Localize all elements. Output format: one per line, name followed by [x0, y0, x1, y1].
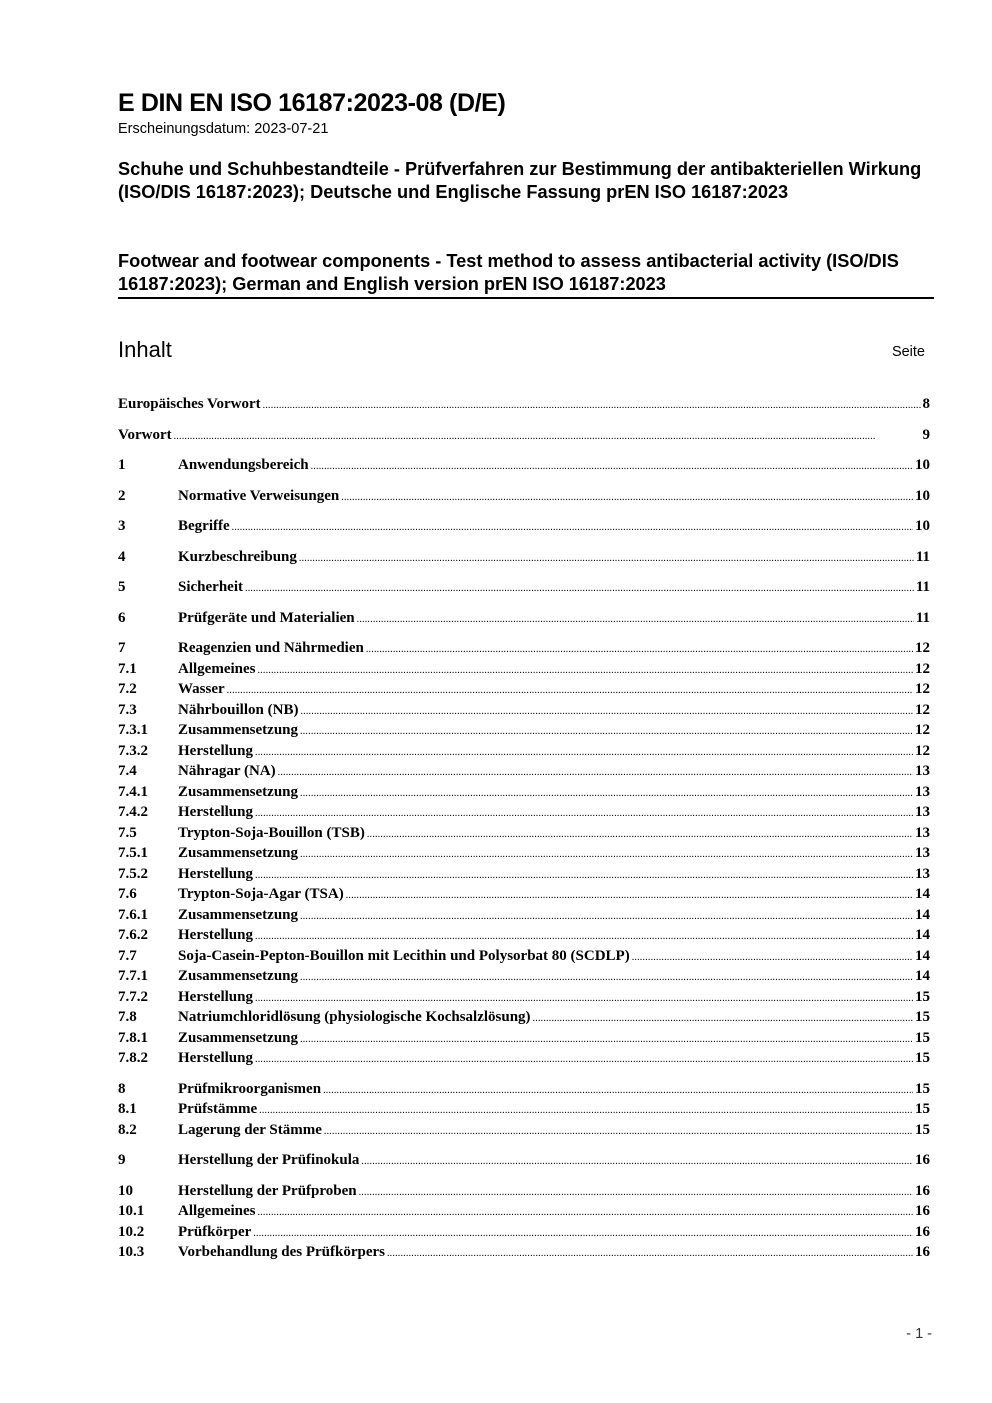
toc-entry-title: Prüfkörper — [178, 1223, 252, 1240]
document-id: E DIN EN ISO 16187:2023-08 (D/E) — [118, 89, 506, 117]
toc-entry-title: Herstellung der Prüfinokula — [178, 1152, 360, 1168]
toc-entry-number: 7.8.2 — [118, 1050, 148, 1066]
toc-entry-title: Zusammensetzung — [178, 968, 299, 984]
toc-entry[interactable] — [118, 1222, 930, 1243]
title-german: Schuhe und Schuhbestandteile - Prüfverfahren zur Bestimmung der antibakteriellen Wirkung (ISO/DIS 16187:2023); Deutsche und Englische Fassung prEN ISO 16187:2023 — [118, 159, 922, 202]
toc-entry-number: 10 — [118, 1182, 133, 1199]
toc-entry-page: 16 — [915, 1152, 930, 1168]
toc-entry-page: 14 — [915, 906, 930, 923]
toc-entry-page: 15 — [915, 1029, 930, 1046]
toc-dot-leader — [300, 905, 913, 928]
toc-entry-page: 13 — [915, 804, 930, 820]
toc-dot-leader — [255, 741, 913, 764]
toc-entry[interactable] — [118, 425, 930, 446]
toc-dot-leader — [278, 761, 913, 784]
toc-entry-title: Herstellung — [178, 988, 253, 1005]
toc-entry-title: Begriffe — [178, 518, 230, 534]
toc-dot-leader — [232, 516, 913, 539]
toc-entry-title: Normative Verweisungen — [178, 487, 340, 504]
toc-entry[interactable] — [118, 638, 930, 659]
toc-entry-number: 6 — [118, 609, 126, 626]
toc-entry-title: Zusammensetzung — [178, 722, 299, 738]
toc-entry[interactable] — [118, 1181, 930, 1202]
toc-entry-title: Nährbouillon (NB) — [178, 701, 299, 718]
toc-dot-leader — [263, 394, 921, 417]
title-divider — [118, 297, 934, 299]
toc-dot-leader — [357, 608, 914, 631]
toc-entry-page: 10 — [915, 457, 930, 473]
toc-entry-number: 3 — [118, 518, 126, 534]
toc-entry-number: 7.6.1 — [118, 906, 148, 923]
toc-entry-page: 8 — [922, 396, 930, 412]
toc-entry-number: 7.7.1 — [118, 968, 148, 984]
toc-dot-leader — [359, 1181, 913, 1204]
toc-dot-leader — [341, 486, 913, 509]
toc-entry-number: 4 — [118, 548, 126, 565]
toc-entry[interactable] — [118, 1079, 930, 1100]
toc-entry-page: 11 — [915, 548, 930, 565]
toc-entry[interactable] — [118, 659, 930, 680]
toc-entry[interactable] — [118, 946, 930, 967]
toc-dot-leader — [300, 720, 913, 743]
toc-dot-leader — [366, 638, 913, 661]
toc-entry-number: 7.8.1 — [118, 1029, 148, 1046]
toc-entry-number: 7.8 — [118, 1009, 137, 1025]
toc-dot-leader — [255, 864, 913, 887]
toc-dot-leader — [387, 1242, 913, 1265]
toc-entry-number: 7.6.2 — [118, 927, 148, 943]
toc-entry-title: Vorwort — [118, 426, 172, 443]
toc-dot-leader — [253, 1222, 913, 1245]
toc-entry-number: 7.3.1 — [118, 722, 148, 738]
toc-dot-leader — [299, 547, 914, 570]
toc-entry-number: 7.2 — [118, 681, 137, 697]
toc-entry[interactable] — [118, 1048, 930, 1069]
toc-entry-number: 7.5 — [118, 824, 137, 841]
toc-entry[interactable] — [118, 516, 930, 537]
toc-entry-title: Nähragar (NA) — [178, 763, 276, 779]
toc-entry-title: Reagenzien und Nährmedien — [178, 640, 364, 656]
toc-dot-leader — [245, 577, 914, 600]
toc-entry-page: 15 — [915, 1080, 930, 1097]
table-of-contents — [118, 394, 930, 1263]
toc-entry-title: Allgemeines — [178, 660, 256, 677]
toc-entry-title: Zusammensetzung — [178, 906, 299, 923]
toc-dot-leader — [361, 1150, 913, 1173]
toc-entry-page: 13 — [915, 865, 930, 882]
toc-dot-leader — [300, 782, 913, 805]
page-number: - 1 - — [906, 1326, 932, 1342]
toc-dot-leader — [257, 1201, 913, 1224]
toc-entry-page: 15 — [915, 1009, 930, 1025]
toc-entry[interactable] — [118, 1242, 930, 1263]
toc-entry[interactable] — [118, 782, 930, 803]
toc-entry[interactable] — [118, 394, 930, 415]
toc-entry-page: 10 — [915, 487, 930, 504]
toc-entry-number: 1 — [118, 457, 126, 473]
toc-entry[interactable] — [118, 577, 930, 598]
toc-entry-number: 10.1 — [118, 1203, 145, 1219]
toc-entry-title: Herstellung — [178, 804, 253, 820]
toc-entry-title: Wasser — [178, 681, 225, 697]
toc-entry-page: 14 — [915, 886, 930, 902]
toc-entry-page: 13 — [915, 763, 930, 779]
toc-dot-leader — [255, 802, 913, 825]
toc-entry-number: 7.4.2 — [118, 804, 148, 820]
toc-entry-title: Herstellung — [178, 1050, 253, 1066]
toc-entry-title: Anwendungsbereich — [178, 457, 309, 473]
toc-entry-title: Prüfmikroorganismen — [178, 1080, 322, 1097]
toc-entry[interactable] — [118, 905, 930, 926]
toc-entry-page: 13 — [915, 824, 930, 841]
toc-entry-number: 9 — [118, 1152, 126, 1168]
toc-entry-number: 8 — [118, 1080, 126, 1097]
toc-entry-page: 16 — [915, 1244, 930, 1260]
toc-entry-title: Vorbehandlung des Prüfkörpers — [178, 1244, 385, 1260]
publication-date: Erscheinungsdatum: 2023-07-21 — [118, 121, 329, 137]
toc-entry-page: 13 — [915, 783, 930, 800]
toc-entry[interactable] — [118, 1028, 930, 1049]
toc-entry[interactable] — [118, 486, 930, 507]
toc-entry-title: Zusammensetzung — [178, 1029, 299, 1046]
toc-entry-page: 12 — [915, 660, 930, 677]
toc-entry-page: 11 — [915, 579, 930, 595]
toc-entry-number: 8.1 — [118, 1101, 137, 1117]
toc-entry-number: 7.3 — [118, 701, 137, 718]
toc-entry-title: Herstellung — [178, 865, 253, 882]
toc-entry-page: 12 — [915, 640, 930, 656]
toc-entry-number: 7 — [118, 640, 126, 656]
toc-entry[interactable] — [118, 1150, 930, 1171]
toc-entry[interactable] — [118, 843, 930, 864]
toc-entry-title: Allgemeines — [178, 1203, 256, 1219]
toc-entry[interactable] — [118, 864, 930, 885]
toc-dot-leader — [257, 659, 913, 682]
toc-dot-leader — [311, 455, 913, 478]
toc-dot-leader — [255, 1048, 913, 1071]
toc-heading: Inhalt — [118, 337, 172, 362]
toc-entry-page: 10 — [915, 518, 930, 534]
toc-entry[interactable] — [118, 547, 930, 568]
toc-entry[interactable] — [118, 679, 930, 700]
toc-entry[interactable] — [118, 925, 930, 946]
toc-dot-leader — [533, 1007, 913, 1030]
toc-entry-title: Lagerung der Stämme — [178, 1121, 322, 1138]
toc-entry-page: 9 — [922, 426, 930, 443]
toc-entry-title: Trypton-Soja-Bouillon (TSB) — [178, 824, 365, 841]
toc-dot-leader — [367, 823, 913, 846]
toc-entry-page: 15 — [915, 1121, 930, 1138]
toc-entry[interactable] — [118, 1007, 930, 1028]
toc-page-label: Seite — [891, 344, 925, 360]
toc-entry-number: 10.2 — [118, 1223, 145, 1240]
toc-entry-number: 7.1 — [118, 660, 137, 677]
toc-entry-number: 7.3.2 — [118, 742, 148, 759]
toc-entry-number: 10.3 — [118, 1244, 145, 1260]
toc-entry[interactable] — [118, 1120, 930, 1141]
toc-dot-leader — [346, 884, 913, 907]
toc-entry-page: 15 — [915, 1050, 930, 1066]
toc-entry[interactable] — [118, 802, 930, 823]
toc-entry[interactable] — [118, 455, 930, 476]
toc-entry-title: Soja-Casein-Pepton-Bouillon mit Lecithin und Polysorbat 80 (SCDLP) — [178, 947, 630, 964]
toc-entry[interactable] — [118, 1099, 930, 1120]
toc-entry-number: 7.5.2 — [118, 865, 148, 882]
toc-entry[interactable] — [118, 720, 930, 741]
toc-entry-title: Kurzbeschreibung — [178, 548, 297, 565]
toc-entry-number: 7.4 — [118, 763, 137, 779]
toc-entry-title: Prüfgeräte und Materialien — [178, 609, 355, 626]
toc-entry[interactable] — [118, 966, 930, 987]
toc-entry-page: 13 — [915, 845, 930, 861]
toc-entry-number: 7.6 — [118, 886, 137, 902]
toc-entry[interactable] — [118, 884, 930, 905]
toc-entry-title: Zusammensetzung — [178, 783, 299, 800]
toc-entry-page: 12 — [915, 701, 930, 718]
toc-entry-number: 7.5.1 — [118, 845, 148, 861]
toc-dot-leader — [255, 925, 913, 948]
toc-entry[interactable] — [118, 823, 930, 844]
toc-dot-leader — [300, 966, 913, 989]
toc-entry-page: 12 — [915, 742, 930, 759]
toc-entry-number: 7.7.2 — [118, 988, 148, 1005]
toc-entry-title: Natriumchloridlösung (physiologische Kochsalzlösung) — [178, 1009, 531, 1025]
toc-dot-leader — [300, 843, 913, 866]
toc-entry-number: 5 — [118, 579, 126, 595]
toc-dot-leader — [259, 1099, 913, 1122]
toc-entry-page: 15 — [915, 1101, 930, 1117]
toc-entry-page: 12 — [915, 722, 930, 738]
toc-entry[interactable] — [118, 1201, 930, 1222]
toc-entry-number: 2 — [118, 487, 126, 504]
title-english: Footwear and footwear components - Test method to assess antibacterial activity (ISO/DIS 16187:2023); German and English version prEN ISO 16187:2023 — [118, 251, 899, 294]
toc-entry-number: 7.7 — [118, 947, 137, 964]
toc-dot-leader — [227, 679, 913, 702]
toc-entry-page: 16 — [915, 1203, 930, 1219]
toc-dot-leader — [300, 700, 913, 723]
toc-entry-title: Herstellung — [178, 742, 253, 759]
toc-entry-page: 14 — [915, 947, 930, 964]
toc-entry-page: 14 — [915, 968, 930, 984]
toc-entry[interactable] — [118, 700, 930, 721]
toc-entry-title: Herstellung der Prüfproben — [178, 1182, 357, 1199]
toc-entry-page: 12 — [915, 681, 930, 697]
toc-entry[interactable] — [118, 987, 930, 1008]
toc-entry-title: Prüfstämme — [178, 1101, 258, 1117]
toc-entry-title: Sicherheit — [178, 579, 243, 595]
toc-entry-title: Trypton-Soja-Agar (TSA) — [178, 886, 344, 902]
toc-dot-leader — [323, 1079, 913, 1102]
toc-entry-page: 15 — [915, 988, 930, 1005]
toc-entry-number: 7.4.1 — [118, 783, 148, 800]
toc-entry-page: 11 — [915, 609, 930, 626]
toc-dot-leader — [300, 1028, 913, 1051]
toc-entry-title: Herstellung — [178, 927, 253, 943]
toc-entry[interactable] — [118, 741, 930, 762]
toc-entry[interactable] — [118, 761, 930, 782]
toc-dot-leader — [324, 1120, 913, 1143]
toc-entry-page: 16 — [915, 1223, 930, 1240]
toc-entry-page: 16 — [915, 1182, 930, 1199]
toc-entry-title: Zusammensetzung — [178, 845, 299, 861]
toc-entry-number: 8.2 — [118, 1121, 137, 1138]
toc-dot-leader — [632, 946, 913, 969]
toc-dot-leader — [255, 987, 913, 1010]
toc-dot-leader — [174, 425, 921, 448]
toc-entry[interactable] — [118, 608, 930, 629]
toc-entry-page: 14 — [915, 927, 930, 943]
toc-entry-title: Europäisches Vorwort — [118, 396, 261, 412]
